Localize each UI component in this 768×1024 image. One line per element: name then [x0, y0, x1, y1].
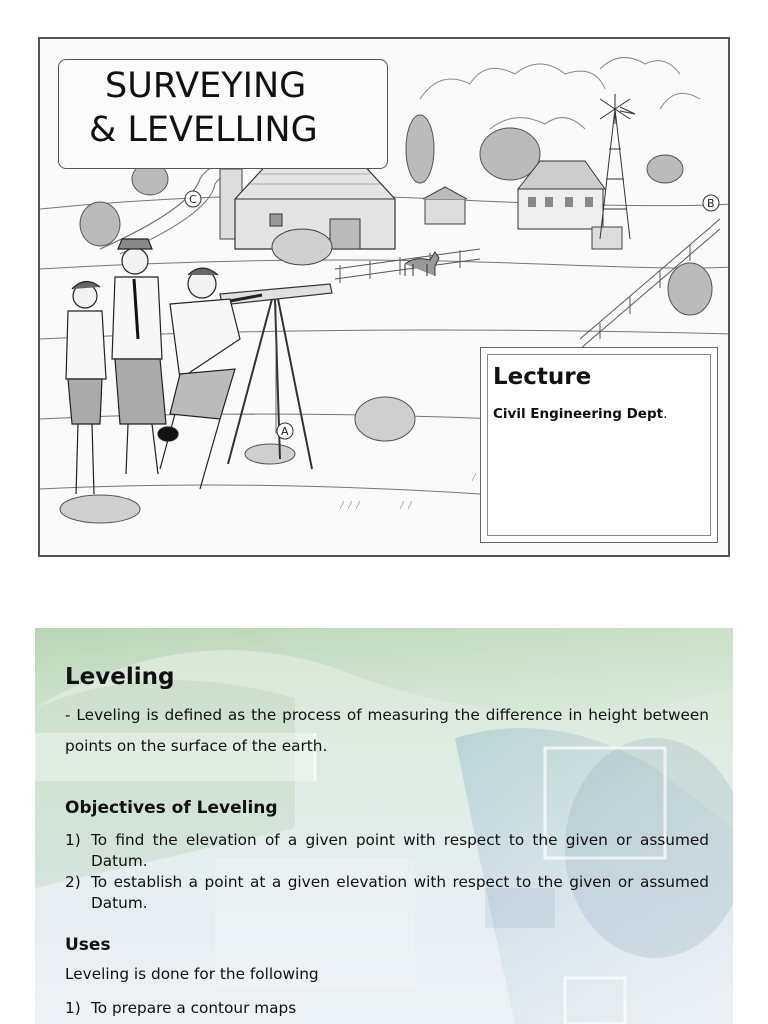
list-item-number: 1) [65, 999, 81, 1017]
list-item-text: To find the elevation of a given point with respect to the given or assumed Datum. [91, 831, 709, 870]
list-item [65, 872, 709, 914]
slide-title-box [58, 59, 388, 169]
slide-heading: Leveling [65, 664, 175, 690]
uses-list [65, 999, 709, 1017]
lecture-department [493, 406, 667, 422]
title-line-1: SURVEYING [105, 66, 307, 106]
objectives-list [65, 830, 709, 914]
marker-c: C [189, 193, 197, 206]
leveling-slide [35, 628, 733, 1024]
list-item-text: To establish a point at a given elevation with respect to the given or assumed Datum. [91, 873, 709, 912]
uses-heading: Uses [65, 935, 111, 955]
marker-b: B [707, 197, 715, 210]
title-slide [38, 37, 730, 557]
uses-intro: Leveling is done for the following [65, 965, 319, 983]
objectives-heading: Objectives of Leveling [65, 798, 278, 818]
lecture-department-dot: . [663, 406, 668, 422]
leveling-definition: - Leveling is defined as the process of measuring the difference in height between points on the surface of the earth. [65, 706, 709, 755]
list-item [65, 830, 709, 872]
list-item-number: 2) [65, 873, 81, 891]
marker-a: A [281, 425, 289, 438]
title-line-2: & LEVELLING [89, 110, 318, 150]
lecture-department-text: Civil Engineering Dept [493, 406, 664, 422]
list-item [65, 999, 709, 1017]
lecture-title: Lecture [493, 364, 592, 390]
list-item-number: 1) [65, 831, 81, 849]
lecture-box [480, 347, 718, 543]
list-item-text: To prepare a contour maps [91, 999, 297, 1017]
